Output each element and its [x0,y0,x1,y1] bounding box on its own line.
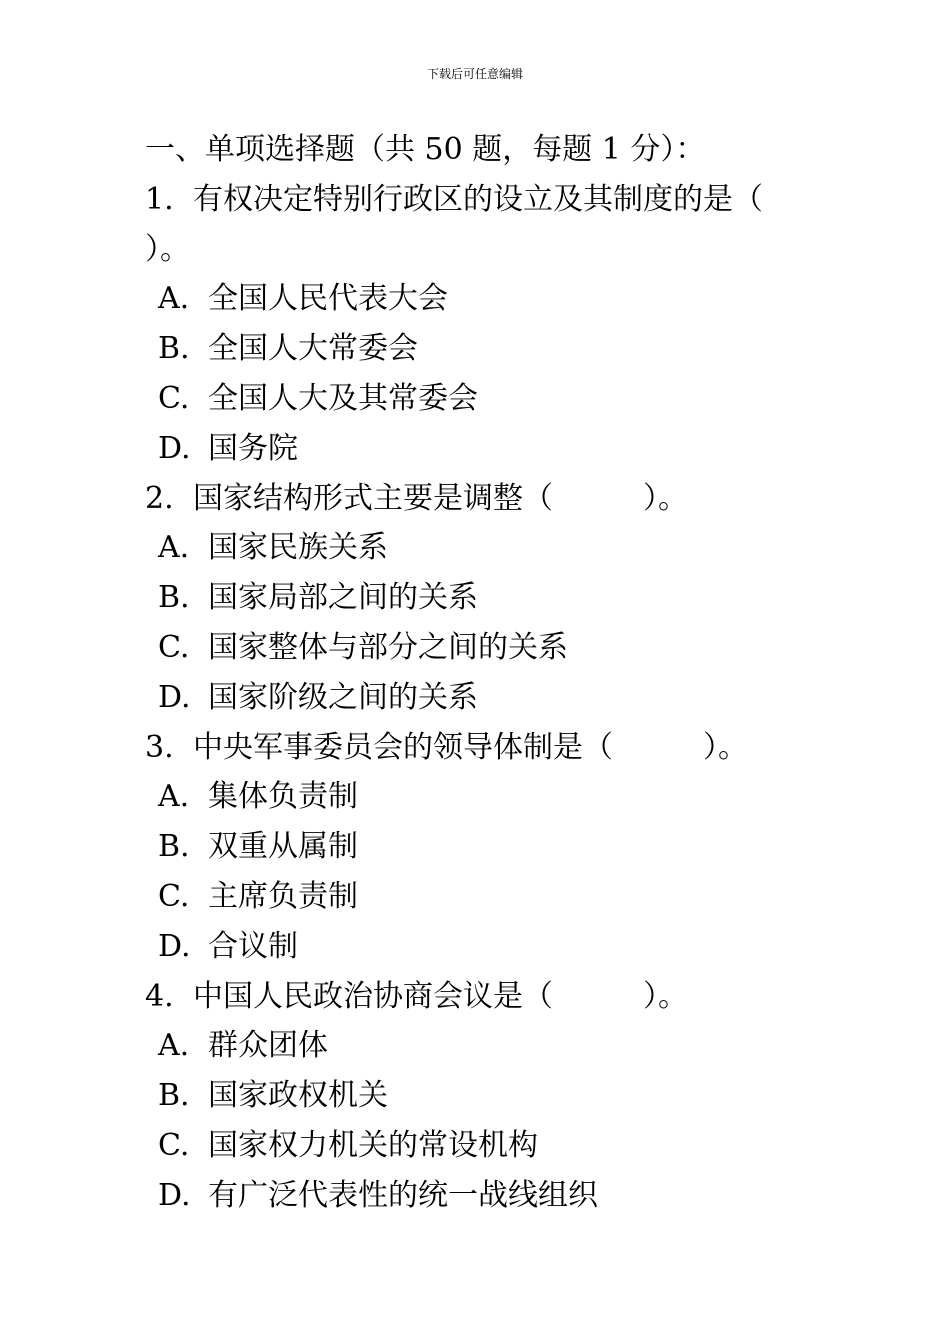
option-a [145,274,825,324]
option-text: 合议制 [208,928,298,964]
option-text: 国家整体与部分之间的关系 [208,629,568,665]
question-3 [145,723,825,972]
option-text: 国家权力机关的常设机构 [208,1127,538,1163]
option-text: 国家政权机关 [208,1078,388,1114]
option-a [145,1021,825,1071]
option-text: 集体负责制 [208,779,358,815]
exam-content [145,125,825,1221]
option-b [145,822,825,872]
question-stem [145,972,825,1022]
option-letter: D. [158,679,191,715]
question-1 [145,175,825,474]
option-c [145,872,825,922]
option-letter: A. [158,530,190,566]
question-stem [145,175,825,225]
option-c [145,623,825,673]
question-number: 1. [145,181,174,217]
option-letter: C. [158,878,190,914]
option-d [145,424,825,474]
question-number: 4. [145,978,174,1014]
option-d [145,673,825,723]
option-letter: A. [158,779,190,815]
section-title: 一、单项选择题（共 50 题，每题 1 分）： [145,132,706,167]
option-text: 全国人民代表大会 [208,281,448,317]
option-text: 国家阶级之间的关系 [208,679,478,715]
option-b [145,324,825,374]
option-a [145,772,825,822]
question-number: 3. [145,729,174,765]
option-text: 主席负责制 [208,878,358,914]
option-b [145,573,825,623]
option-text: 全国人大及其常委会 [208,380,478,416]
option-text: 双重从属制 [208,829,358,865]
question-text: 有权决定特别行政区的设立及其制度的是（ [193,181,763,217]
option-text: 国家民族关系 [208,530,388,566]
page-header-note: 下载后可任意编辑 [426,67,523,81]
option-letter: B. [158,829,190,865]
option-a [145,523,825,573]
option-text: 有广泛代表性的统一战线组织 [208,1177,598,1213]
option-c [145,374,825,424]
option-d [145,1171,825,1221]
option-letter: B. [158,331,190,367]
option-text: 国务院 [208,430,298,466]
question-text-continuation: ）。 [145,231,190,267]
option-letter: D. [158,928,191,964]
option-letter: A. [158,281,190,317]
option-letter: A. [158,1028,190,1064]
option-d [145,922,825,972]
option-letter: C. [158,629,190,665]
question-2 [145,474,825,723]
option-b [145,1071,825,1121]
option-letter: B. [158,580,190,616]
option-text: 群众团体 [208,1028,328,1064]
option-text: 全国人大常委会 [208,331,418,367]
question-stem [145,474,825,524]
option-text: 国家局部之间的关系 [208,580,478,616]
option-letter: D. [158,1177,191,1213]
option-letter: C. [158,1127,190,1163]
question-text: 国家结构形式主要是调整（ ）。 [193,480,688,516]
option-letter: B. [158,1078,190,1114]
question-text: 中国人民政治协商会议是（ ）。 [193,978,688,1014]
question-stem [145,723,825,773]
question-number: 2. [145,480,174,516]
question-4 [145,972,825,1221]
option-c [145,1121,825,1171]
question-text: 中央军事委员会的领导体制是（ ）。 [193,729,748,765]
option-letter: D. [158,430,191,466]
option-letter: C. [158,380,190,416]
